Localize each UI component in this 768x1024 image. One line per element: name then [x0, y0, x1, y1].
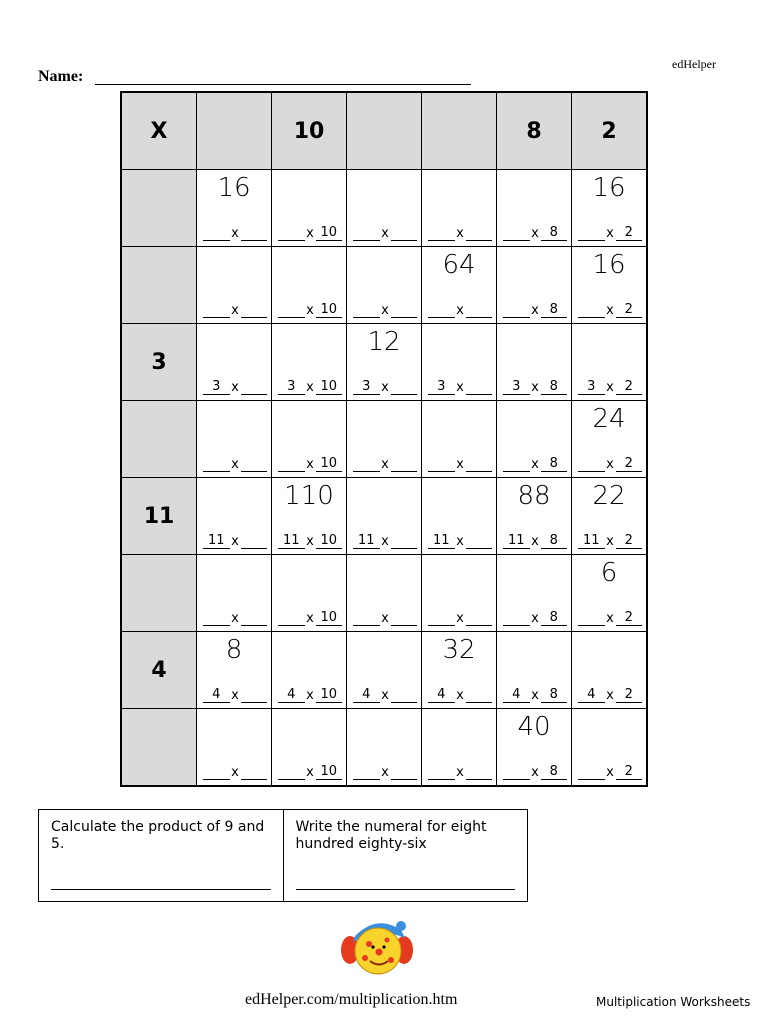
question-2-text: Write the numeral for eight hundred eighty-six — [295, 819, 487, 852]
times-sign: x — [606, 688, 614, 703]
cell-product: 24 — [592, 404, 626, 434]
grid-cell[interactable] — [422, 555, 497, 632]
factor-a-blank[interactable]: 4 — [578, 688, 605, 703]
factor-a-blank[interactable]: 11 — [578, 534, 605, 549]
grid-cell[interactable] — [347, 170, 422, 247]
times-sign: x — [531, 226, 539, 241]
factor-a-blank[interactable] — [428, 303, 455, 318]
grid-cell[interactable] — [197, 324, 272, 401]
grid-cell[interactable] — [497, 170, 572, 247]
cell-equation — [278, 610, 342, 626]
factor-b-blank[interactable]: 2 — [616, 380, 643, 395]
cell-product: 6 — [600, 558, 618, 588]
grid-cell[interactable] — [197, 401, 272, 478]
factor-b-blank[interactable]: 10 — [316, 380, 343, 395]
row-header — [121, 401, 197, 478]
cell-equation — [428, 764, 492, 780]
clown-spot — [385, 938, 390, 943]
factor-b-blank[interactable]: 10 — [316, 688, 343, 703]
times-sign: x — [456, 611, 464, 626]
grid-cell[interactable] — [197, 709, 272, 787]
question-1 — [39, 810, 283, 901]
times-sign: x — [606, 303, 614, 318]
column-header: 2 — [572, 92, 648, 170]
question-2-answer-line[interactable] — [296, 889, 516, 890]
grid-cell[interactable] — [572, 247, 648, 324]
cell-equation — [578, 764, 642, 780]
clown-spot — [362, 955, 368, 961]
times-sign: x — [231, 534, 239, 549]
cell-product: 12 — [367, 327, 401, 357]
factor-a-blank[interactable]: 3 — [203, 380, 230, 395]
factor-a-blank[interactable]: 4 — [203, 688, 230, 703]
times-sign: x — [606, 611, 614, 626]
times-sign: x — [531, 457, 539, 472]
grid-cell[interactable] — [497, 247, 572, 324]
factor-b-blank[interactable] — [241, 226, 268, 241]
cell-equation — [278, 456, 342, 472]
times-sign: x — [456, 688, 464, 703]
grid-row — [121, 247, 647, 324]
grid-row — [121, 632, 647, 709]
cell-equation — [578, 302, 642, 318]
factor-a-blank[interactable] — [278, 765, 305, 780]
question-1-text: Calculate the product of 9 and 5. — [51, 819, 265, 852]
grid-cell[interactable] — [422, 170, 497, 247]
cell-equation — [578, 610, 642, 626]
cell-equation — [353, 610, 417, 626]
times-sign: x — [306, 534, 314, 549]
grid-cell[interactable] — [497, 632, 572, 709]
times-sign: x — [306, 611, 314, 626]
factor-a-blank[interactable] — [578, 303, 605, 318]
cell-equation — [203, 302, 267, 318]
grid-cell[interactable] — [272, 324, 347, 401]
cell-equation — [428, 533, 492, 549]
times-sign: x — [231, 611, 239, 626]
factor-b-blank[interactable] — [241, 688, 268, 703]
cell-equation — [353, 764, 417, 780]
factor-b-blank[interactable] — [241, 611, 268, 626]
factor-b-blank[interactable]: 10 — [316, 457, 343, 472]
factor-a-blank[interactable] — [428, 226, 455, 241]
clown-face-icon — [341, 916, 413, 978]
factor-b-blank[interactable]: 8 — [541, 688, 568, 703]
times-sign: x — [456, 534, 464, 549]
grid-cell[interactable] — [422, 324, 497, 401]
cell-product: 16 — [592, 173, 626, 203]
times-sign: x — [381, 380, 389, 395]
cell-equation — [428, 610, 492, 626]
factor-a-blank[interactable] — [278, 303, 305, 318]
times-sign: x — [231, 226, 239, 241]
cell-equation — [503, 456, 567, 472]
factor-b-blank[interactable] — [391, 534, 418, 549]
grid-cell[interactable] — [347, 478, 422, 555]
cell-product: 16 — [217, 173, 251, 203]
cell-equation — [503, 225, 567, 241]
factor-b-blank[interactable]: 8 — [541, 534, 568, 549]
times-sign: x — [531, 303, 539, 318]
column-header — [347, 92, 422, 170]
cell-equation — [203, 225, 267, 241]
cell-equation — [353, 379, 417, 395]
grid-cell[interactable] — [572, 478, 648, 555]
cell-equation — [203, 379, 267, 395]
factor-b-blank[interactable]: 8 — [541, 457, 568, 472]
brand-label: edHelper — [672, 57, 716, 71]
grid-cell[interactable] — [197, 632, 272, 709]
factor-a-blank[interactable]: 11 — [353, 534, 380, 549]
column-header: 8 — [497, 92, 572, 170]
factor-a-blank[interactable] — [353, 226, 380, 241]
cell-equation — [353, 225, 417, 241]
factor-b-blank[interactable]: 8 — [541, 226, 568, 241]
grid-cell[interactable] — [422, 632, 497, 709]
row-header — [121, 709, 197, 787]
times-sign: x — [231, 765, 239, 780]
factor-b-blank[interactable]: 10 — [316, 303, 343, 318]
question-1-answer-line[interactable] — [51, 889, 271, 890]
factor-a-blank[interactable] — [278, 611, 305, 626]
cell-equation — [578, 225, 642, 241]
cell-equation — [503, 764, 567, 780]
factor-a-blank[interactable] — [203, 611, 230, 626]
times-sign: x — [231, 688, 239, 703]
grid-cell[interactable] — [197, 170, 272, 247]
times-sign: x — [381, 457, 389, 472]
grid-cell[interactable] — [272, 478, 347, 555]
factor-b-blank[interactable] — [391, 380, 418, 395]
times-sign: x — [306, 303, 314, 318]
cell-equation — [203, 610, 267, 626]
factor-a-blank[interactable]: 3 — [428, 380, 455, 395]
times-sign: x — [381, 226, 389, 241]
cell-product: 22 — [592, 481, 626, 511]
factor-b-blank[interactable]: 2 — [616, 534, 643, 549]
row-header — [121, 247, 197, 324]
grid-cell[interactable] — [572, 324, 648, 401]
row-header: 3 — [121, 324, 197, 401]
factor-a-blank[interactable]: 4 — [503, 688, 530, 703]
times-sign: x — [606, 534, 614, 549]
cell-product: 8 — [225, 635, 243, 665]
grid-cell[interactable] — [272, 709, 347, 787]
factor-a-blank[interactable] — [203, 226, 230, 241]
grid-row — [121, 170, 647, 247]
times-sign: x — [531, 611, 539, 626]
times-sign: x — [381, 534, 389, 549]
cell-equation — [503, 687, 567, 703]
factor-b-blank[interactable] — [466, 688, 493, 703]
times-sign: x — [381, 303, 389, 318]
grid-cell[interactable] — [272, 632, 347, 709]
grid-cell[interactable] — [347, 555, 422, 632]
cell-equation — [278, 302, 342, 318]
cell-equation — [278, 764, 342, 780]
grid-cell[interactable] — [347, 324, 422, 401]
times-sign: x — [456, 380, 464, 395]
factor-b-blank[interactable] — [391, 303, 418, 318]
factor-a-blank[interactable] — [503, 765, 530, 780]
name-label: Name: — [38, 68, 84, 85]
cell-equation — [503, 379, 567, 395]
times-sign: x — [381, 611, 389, 626]
factor-b-blank[interactable]: 2 — [616, 457, 643, 472]
grid-cell[interactable] — [197, 555, 272, 632]
factor-b-blank[interactable]: 8 — [541, 380, 568, 395]
grid-row — [121, 709, 647, 787]
factor-b-blank[interactable]: 10 — [316, 765, 343, 780]
footer-url[interactable]: edHelper.com/multiplication.htm — [245, 991, 458, 1008]
row-header — [121, 170, 197, 247]
clown-spot — [366, 941, 372, 947]
grid-cell[interactable] — [572, 632, 648, 709]
grid-cell[interactable] — [422, 709, 497, 787]
cell-equation — [278, 379, 342, 395]
factor-a-blank[interactable] — [578, 226, 605, 241]
grid-cell[interactable] — [422, 478, 497, 555]
grid-cell[interactable] — [497, 555, 572, 632]
times-sign: x — [456, 226, 464, 241]
times-sign: x — [531, 380, 539, 395]
grid-cell[interactable] — [347, 709, 422, 787]
grid-cell[interactable] — [272, 170, 347, 247]
grid-cell[interactable] — [497, 709, 572, 787]
factor-b-blank[interactable]: 2 — [616, 611, 643, 626]
times-sign: x — [231, 380, 239, 395]
cell-equation — [578, 687, 642, 703]
factor-b-blank[interactable]: 8 — [541, 765, 568, 780]
factor-a-blank[interactable] — [503, 611, 530, 626]
grid-cell[interactable] — [272, 247, 347, 324]
factor-a-blank[interactable]: 4 — [353, 688, 380, 703]
cell-equation — [353, 533, 417, 549]
factor-b-blank[interactable] — [466, 457, 493, 472]
times-sign: x — [606, 765, 614, 780]
factor-a-blank[interactable] — [503, 457, 530, 472]
row-header — [121, 555, 197, 632]
times-sign: x — [231, 457, 239, 472]
cell-equation — [578, 379, 642, 395]
factor-a-blank[interactable] — [278, 226, 305, 241]
cell-equation — [203, 764, 267, 780]
cell-product: 16 — [592, 250, 626, 280]
clown-eye — [371, 945, 374, 948]
cell-equation — [278, 225, 342, 241]
times-sign: x — [306, 457, 314, 472]
factor-b-blank[interactable]: 10 — [316, 611, 343, 626]
factor-a-blank[interactable]: 3 — [578, 380, 605, 395]
cell-equation — [503, 533, 567, 549]
times-sign: x — [531, 534, 539, 549]
times-sign: x — [306, 688, 314, 703]
factor-a-blank[interactable] — [353, 457, 380, 472]
grid-cell[interactable] — [497, 324, 572, 401]
factor-a-blank[interactable] — [353, 303, 380, 318]
clown-eye — [382, 945, 385, 948]
times-sign: x — [231, 303, 239, 318]
factor-a-blank[interactable]: 3 — [353, 380, 380, 395]
grid-cell[interactable] — [347, 401, 422, 478]
row-header: 11 — [121, 478, 197, 555]
factor-a-blank[interactable] — [428, 457, 455, 472]
factor-b-blank[interactable]: 2 — [616, 688, 643, 703]
cell-equation — [203, 687, 267, 703]
cell-product: 64 — [442, 250, 476, 280]
cell-equation — [278, 687, 342, 703]
factor-b-blank[interactable] — [241, 457, 268, 472]
grid-cell[interactable] — [497, 478, 572, 555]
grid-cell[interactable] — [197, 247, 272, 324]
question-2 — [283, 810, 528, 901]
times-sign: x — [306, 226, 314, 241]
times-sign: x — [606, 380, 614, 395]
factor-a-blank[interactable] — [578, 611, 605, 626]
factor-b-blank[interactable] — [241, 534, 268, 549]
factor-a-blank[interactable] — [428, 765, 455, 780]
times-sign: x — [456, 765, 464, 780]
factor-a-blank[interactable] — [203, 303, 230, 318]
factor-b-blank[interactable] — [241, 303, 268, 318]
cell-equation — [353, 687, 417, 703]
cell-equation — [428, 456, 492, 472]
times-sign: x — [531, 688, 539, 703]
cell-equation — [428, 379, 492, 395]
cell-equation — [428, 225, 492, 241]
times-sign: x — [606, 226, 614, 241]
grid-cell[interactable] — [272, 401, 347, 478]
factor-b-blank[interactable]: 8 — [541, 303, 568, 318]
factor-b-blank[interactable] — [391, 611, 418, 626]
cell-equation — [428, 302, 492, 318]
grid-cell[interactable] — [572, 401, 648, 478]
multiplication-grid — [120, 91, 648, 787]
factor-b-blank[interactable] — [391, 226, 418, 241]
factor-a-blank[interactable] — [203, 457, 230, 472]
factor-b-blank[interactable]: 8 — [541, 611, 568, 626]
factor-a-blank[interactable]: 3 — [278, 380, 305, 395]
times-sign: x — [306, 380, 314, 395]
clown-hat-pompom — [396, 921, 406, 931]
grid-row — [121, 555, 647, 632]
factor-a-blank[interactable] — [578, 765, 605, 780]
clown-nose — [376, 949, 383, 956]
factor-b-blank[interactable] — [466, 765, 493, 780]
column-header: 10 — [272, 92, 347, 170]
cell-equation — [503, 610, 567, 626]
grid-cell[interactable] — [572, 709, 648, 787]
cell-equation — [578, 456, 642, 472]
cell-product: 40 — [517, 712, 551, 742]
cell-product: 110 — [284, 481, 334, 511]
factor-a-blank[interactable] — [503, 226, 530, 241]
factor-a-blank[interactable]: 4 — [428, 688, 455, 703]
factor-b-blank[interactable]: 2 — [616, 765, 643, 780]
factor-a-blank[interactable] — [203, 765, 230, 780]
factor-a-blank[interactable]: 11 — [203, 534, 230, 549]
factor-a-blank[interactable]: 4 — [278, 688, 305, 703]
grid-cell[interactable] — [197, 478, 272, 555]
factor-b-blank[interactable]: 2 — [616, 226, 643, 241]
times-sign: x — [456, 303, 464, 318]
grid-cell[interactable] — [422, 401, 497, 478]
grid-cell[interactable] — [422, 247, 497, 324]
cell-product: 32 — [442, 635, 476, 665]
row-header: 4 — [121, 632, 197, 709]
grid-cell[interactable] — [272, 555, 347, 632]
factor-b-blank[interactable]: 2 — [616, 303, 643, 318]
name-input-line[interactable] — [95, 84, 471, 85]
column-header — [197, 92, 272, 170]
times-sign: x — [381, 688, 389, 703]
factor-a-blank[interactable] — [578, 457, 605, 472]
factor-b-blank[interactable] — [391, 457, 418, 472]
factor-a-blank[interactable] — [428, 611, 455, 626]
factor-a-blank[interactable] — [353, 611, 380, 626]
factor-b-blank[interactable] — [241, 380, 268, 395]
grid-row — [121, 478, 647, 555]
factor-a-blank[interactable] — [353, 765, 380, 780]
cell-product: 88 — [517, 481, 551, 511]
times-sign: x — [306, 765, 314, 780]
cell-equation — [428, 687, 492, 703]
cell-equation — [203, 456, 267, 472]
times-sign: x — [531, 765, 539, 780]
factor-a-blank[interactable]: 11 — [278, 534, 305, 549]
factor-b-blank[interactable]: 10 — [316, 534, 343, 549]
times-sign: x — [381, 765, 389, 780]
grid-cell[interactable] — [572, 555, 648, 632]
grid-cell[interactable] — [347, 632, 422, 709]
question-box — [38, 809, 528, 902]
cell-equation — [353, 456, 417, 472]
grid-row — [121, 401, 647, 478]
factor-b-blank[interactable] — [241, 765, 268, 780]
factor-b-blank[interactable] — [391, 688, 418, 703]
factor-a-blank[interactable]: 3 — [503, 380, 530, 395]
cell-equation — [278, 533, 342, 549]
factor-b-blank[interactable] — [466, 611, 493, 626]
grid-cell[interactable] — [347, 247, 422, 324]
factor-b-blank[interactable] — [466, 380, 493, 395]
grid-corner-header: X — [121, 92, 197, 170]
cell-equation — [578, 533, 642, 549]
grid-row — [121, 324, 647, 401]
times-sign: x — [606, 457, 614, 472]
factor-a-blank[interactable] — [503, 303, 530, 318]
times-sign: x — [456, 457, 464, 472]
factor-a-blank[interactable]: 11 — [428, 534, 455, 549]
grid-cell[interactable] — [497, 401, 572, 478]
factor-b-blank[interactable] — [466, 303, 493, 318]
factor-a-blank[interactable]: 11 — [503, 534, 530, 549]
clown-spot — [388, 957, 394, 963]
footer-title: Multiplication Worksheets — [596, 995, 751, 1009]
factor-b-blank[interactable]: 10 — [316, 226, 343, 241]
factor-b-blank[interactable] — [391, 765, 418, 780]
factor-b-blank[interactable] — [466, 534, 493, 549]
cell-equation — [503, 302, 567, 318]
column-header — [422, 92, 497, 170]
factor-a-blank[interactable] — [278, 457, 305, 472]
cell-equation — [353, 302, 417, 318]
grid-cell[interactable] — [572, 170, 648, 247]
factor-b-blank[interactable] — [466, 226, 493, 241]
cell-equation — [203, 533, 267, 549]
